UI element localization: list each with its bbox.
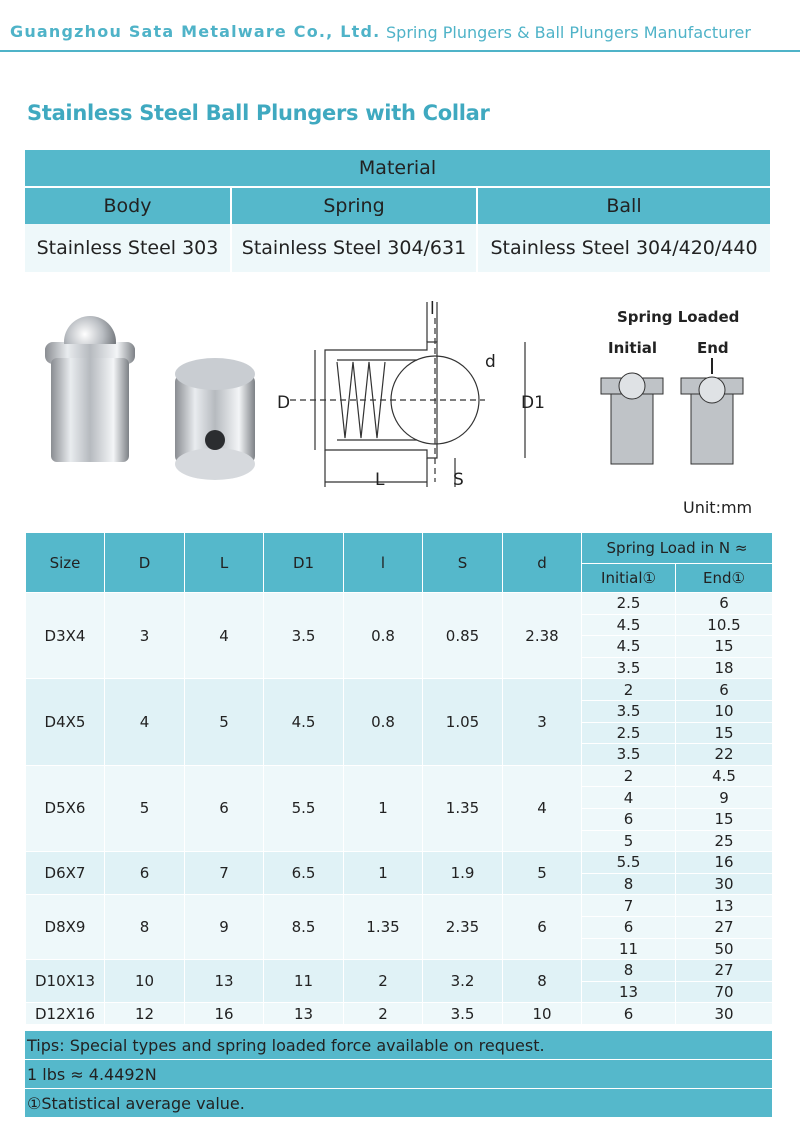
cell-initial-load: 3.5 [582, 744, 676, 766]
unit-label: Unit:mm [683, 498, 753, 517]
cell-d: 5 [503, 852, 582, 895]
material-table [25, 150, 770, 272]
material-columns [25, 188, 770, 224]
cell-d: 12 [105, 1003, 185, 1025]
table-row [26, 1003, 773, 1025]
cell-initial-load: 2.5 [582, 593, 676, 615]
cell-d1: 4.5 [264, 679, 344, 765]
spec-table [25, 532, 773, 1025]
dim-label-S: S [453, 470, 464, 490]
cell-initial-load: 11 [582, 938, 676, 960]
company-name: Guangzhou Sata Metalware Co., Ltd. [10, 22, 381, 41]
spring-initial-diagram [601, 373, 663, 464]
col-spring-load: Spring Load in N ≈ [582, 533, 773, 564]
material-values [25, 224, 770, 272]
cell-initial-load: 3.5 [582, 700, 676, 722]
cell-d1: 11 [264, 960, 344, 1003]
cell-end-load: 27 [676, 916, 773, 938]
cell-d: 2.38 [503, 593, 582, 679]
table-row [26, 679, 773, 701]
material-val-ball: Stainless Steel 304/420/440 [478, 224, 770, 272]
cell-initial-load: 8 [582, 960, 676, 982]
col-D1: D1 [264, 533, 344, 593]
cell-initial-load: 8 [582, 873, 676, 895]
cell-s: 1.35 [423, 765, 503, 851]
cell-d: 5 [105, 765, 185, 851]
material-col-body: Body [25, 188, 230, 224]
cell-d1: 3.5 [264, 593, 344, 679]
cell-l: 2 [344, 1003, 423, 1025]
cell-l: 1 [344, 765, 423, 851]
cell-initial-load: 4.5 [582, 614, 676, 636]
cell-d: 8 [105, 895, 185, 960]
cell-initial-load: 7 [582, 895, 676, 917]
cell-end-load: 15 [676, 808, 773, 830]
cell-d1: 8.5 [264, 895, 344, 960]
cell-s: 1.05 [423, 679, 503, 765]
col-S: S [423, 533, 503, 593]
cell-s: 3.2 [423, 960, 503, 1003]
material-col-spring: Spring [232, 188, 476, 224]
table-row [26, 765, 773, 787]
cell-initial-load: 6 [582, 1003, 676, 1025]
cell-l: 0.8 [344, 679, 423, 765]
cell-l: 16 [185, 1003, 264, 1025]
col-end: End① [676, 564, 773, 593]
col-d: d [503, 533, 582, 593]
cell-l: 1.35 [344, 895, 423, 960]
cell-end-load: 18 [676, 657, 773, 679]
cell-end-load: 6 [676, 679, 773, 701]
cell-end-load: 30 [676, 873, 773, 895]
spring-end-diagram [681, 358, 743, 464]
note-footnote: ①Statistical average value. [25, 1089, 772, 1117]
table-row [26, 960, 773, 982]
cell-d: 4 [105, 679, 185, 765]
col-size: Size [26, 533, 105, 593]
cell-d: 3 [503, 679, 582, 765]
cell-initial-load: 2 [582, 679, 676, 701]
cell-d: 8 [503, 960, 582, 1003]
cell-initial-load: 6 [582, 808, 676, 830]
material-heading: Material [25, 150, 770, 186]
cell-end-load: 15 [676, 722, 773, 744]
cell-l: 0.8 [344, 593, 423, 679]
company-tagline: Spring Plungers & Ball Plungers Manufacturer [386, 23, 751, 42]
cell-l: 5 [185, 679, 264, 765]
cell-s: 2.35 [423, 895, 503, 960]
cell-end-load: 4.5 [676, 765, 773, 787]
cell-d: 10 [503, 1003, 582, 1025]
spring-end-label: End [697, 339, 729, 357]
table-row [26, 593, 773, 615]
cell-initial-load: 6 [582, 916, 676, 938]
spring-loaded-title: Spring Loaded [617, 308, 740, 326]
cell-initial-load: 13 [582, 981, 676, 1003]
cell-d: 3 [105, 593, 185, 679]
col-D: D [105, 533, 185, 593]
spring-initial-label: Initial [608, 339, 657, 357]
col-l: l [344, 533, 423, 593]
cell-end-load: 6 [676, 593, 773, 615]
cell-end-load: 50 [676, 938, 773, 960]
cell-end-load: 9 [676, 787, 773, 809]
note-tips: Tips: Special types and spring loaded force available on request. [25, 1031, 772, 1059]
notes [25, 1030, 772, 1117]
cell-end-load: 27 [676, 960, 773, 982]
cell-d1: 5.5 [264, 765, 344, 851]
material-val-body: Stainless Steel 303 [25, 224, 230, 272]
col-L: L [185, 533, 264, 593]
product-figures [25, 282, 770, 522]
material-col-ball: Ball [478, 188, 770, 224]
cell-initial-load: 2.5 [582, 722, 676, 744]
cell-size: D4X5 [26, 679, 105, 765]
cell-l: 2 [344, 960, 423, 1003]
cell-end-load: 13 [676, 895, 773, 917]
cell-s: 1.9 [423, 852, 503, 895]
cell-s: 0.85 [423, 593, 503, 679]
note-conversion: 1 lbs ≈ 4.4492N [25, 1060, 772, 1088]
page-header [0, 0, 800, 56]
dim-label-D1: D1 [521, 393, 545, 413]
cell-d1: 6.5 [264, 852, 344, 895]
cell-end-load: 22 [676, 744, 773, 766]
plunger-photo-bottom [175, 358, 255, 480]
cell-d: 6 [503, 895, 582, 960]
cell-l: 7 [185, 852, 264, 895]
cell-end-load: 30 [676, 1003, 773, 1025]
cell-d1: 13 [264, 1003, 344, 1025]
dim-label-L: L [375, 470, 385, 490]
cell-l: 13 [185, 960, 264, 1003]
cell-initial-load: 2 [582, 765, 676, 787]
page-title: Stainless Steel Ball Plungers with Collar [27, 101, 490, 125]
cell-end-load: 15 [676, 636, 773, 658]
cell-l: 9 [185, 895, 264, 960]
header-divider [0, 50, 800, 52]
dim-label-d: d [485, 352, 496, 372]
cell-size: D5X6 [26, 765, 105, 851]
cell-initial-load: 4 [582, 787, 676, 809]
cell-end-load: 25 [676, 830, 773, 852]
technical-drawing [290, 302, 525, 487]
cell-l: 6 [185, 765, 264, 851]
cell-end-load: 70 [676, 981, 773, 1003]
cell-size: D10X13 [26, 960, 105, 1003]
dim-label-l: l [430, 299, 435, 319]
cell-initial-load: 3.5 [582, 657, 676, 679]
cell-end-load: 10.5 [676, 614, 773, 636]
cell-l: 4 [185, 593, 264, 679]
col-initial: Initial① [582, 564, 676, 593]
table-row [26, 895, 773, 917]
cell-s: 3.5 [423, 1003, 503, 1025]
cell-size: D12X16 [26, 1003, 105, 1025]
cell-d: 6 [105, 852, 185, 895]
cell-size: D3X4 [26, 593, 105, 679]
cell-initial-load: 4.5 [582, 636, 676, 658]
cell-initial-load: 5.5 [582, 852, 676, 874]
dim-label-D: D [277, 393, 291, 413]
cell-d: 4 [503, 765, 582, 851]
cell-end-load: 16 [676, 852, 773, 874]
cell-l: 1 [344, 852, 423, 895]
cell-d: 10 [105, 960, 185, 1003]
cell-size: D6X7 [26, 852, 105, 895]
material-val-spring: Stainless Steel 304/631 [232, 224, 476, 272]
cell-initial-load: 5 [582, 830, 676, 852]
cell-size: D8X9 [26, 895, 105, 960]
cell-end-load: 10 [676, 700, 773, 722]
table-row [26, 852, 773, 874]
plunger-photo-side [45, 316, 135, 462]
